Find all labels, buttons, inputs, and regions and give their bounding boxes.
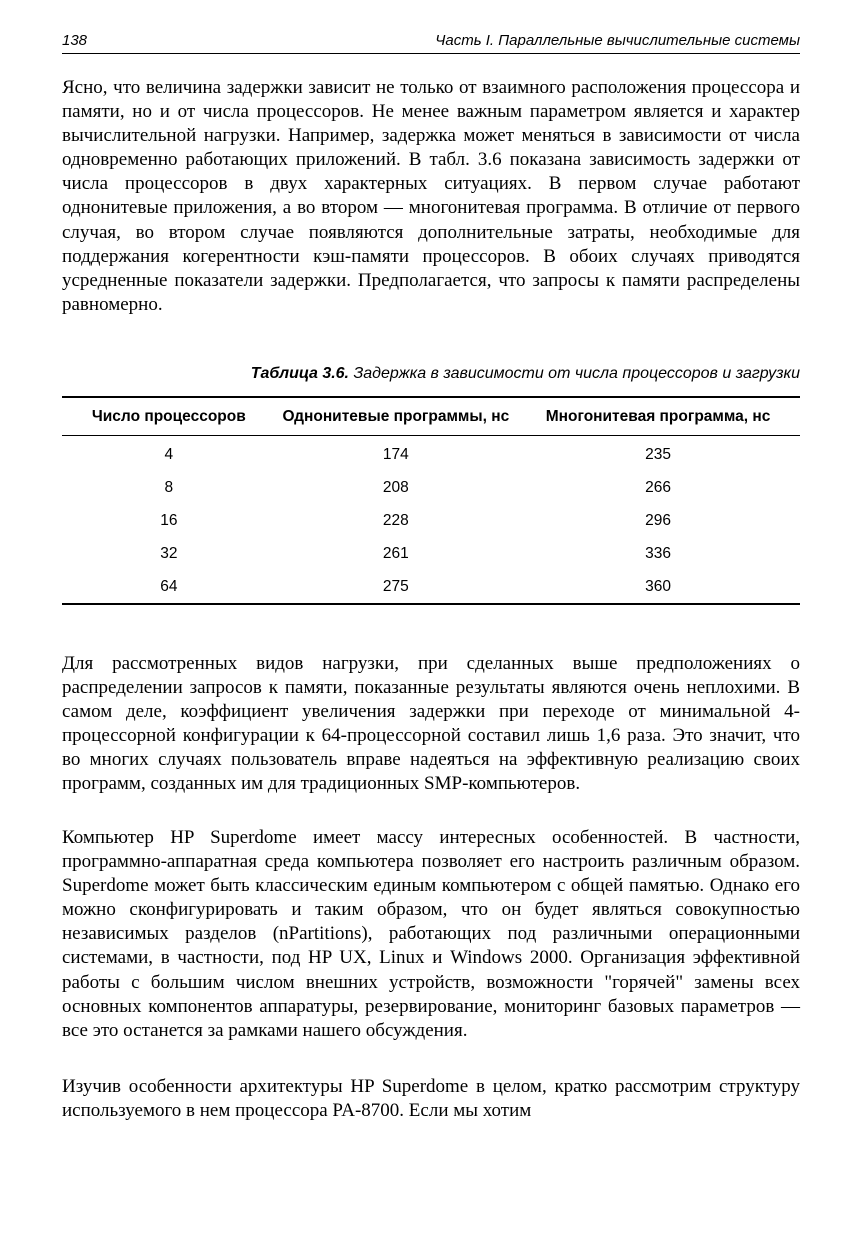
table-cell: 296 [645,511,671,529]
table-cell: 208 [382,478,409,496]
column-header-multi-thread: Многонитевая программа, нс [516,397,800,436]
table-cell: 266 [645,478,671,496]
paragraph-superdome: Компьютер HP Superdome имеет массу интересных особенностей. В частности, программно-аппаратная среда компьютера позволяет его настроить различным образом. Superdome может быть классическим единым компьютером с общей памятью. Однако его можно сконфигурировать и таким образом, что он будет являться совокупностью независимых разделов (nPartitions), работающих под различными операционными системами, в частности, под HP UX, Linux и Windows 2000. Организация эффективной работы с большим числом внешних устройств, возможности "горячей" замены всех основных компонентов аппаратуры, резервирование, мониторинг базовых параметров — все это останется за рамками нашего обсуждения. [62,827,800,1041]
table-cell: 32 [160,544,178,562]
column-header-processors: Число процессоров [62,397,276,436]
column-header-single-thread: Однонитевые программы, нс [276,397,516,436]
section-title: Часть I. Параллельные вычислительные системы [435,32,800,49]
table-caption-text: Задержка в зависимости от числа процессоров и загрузки [349,365,800,382]
table-cell: 16 [160,511,178,529]
table-row [62,537,800,570]
paragraph-intro: Ясно, что величина задержки зависит не только от взаимного расположения процессора и памяти, но и от числа процессоров. Не менее важным параметром является и характер вычислительной нагрузки. Например, задержка может меняться в зависимости от числа одновременно работающих приложений. В табл. 3.6 показана зависимость задержки от числа процессоров в двух характерных ситуациях. В первом случае работают однонитевые приложения, а во втором — многонитевая программа. В отличие от первого случая, во втором случае появляются дополнительные затраты, необходимые для поддержания когерентности кэш-памяти процессоров. В обоих случаях приводятся усредненные показатели задержки. Предполагается, что запросы к памяти распределены равномерно. [62,77,800,315]
table-row [62,436,800,472]
table-cell: 174 [382,445,409,463]
latency-table [62,396,800,605]
table-cell: 360 [645,577,671,595]
paragraph-closing: Изучив особенности архитектуры HP Superdome в целом, кратко рассмотрим структуру используемого в нем процессора PA-8700. Если мы хотим [62,1076,800,1122]
table-caption [251,365,800,383]
table-cell: 4 [164,445,174,463]
table-row [62,570,800,604]
table-cell: 275 [382,577,409,595]
table-row [62,471,800,504]
page-number: 138 [62,32,88,49]
paragraph-analysis: Для рассмотренных видов нагрузки, при сделанных выше предположениях о распределении запросов к памяти, показанные результаты являются очень неплохими. В самом деле, коэффициент увеличения задержки при переходе от минимальной 4-процессорной конфигурации к 64-процессорной составил лишь 1,6 раза. Это значит, что во многих случаях пользователь вправе надеяться на эффективную реализацию своих программ, созданных им для традиционных SMP-компьютеров. [62,653,800,795]
table-cell: 235 [645,445,671,463]
table-cell: 336 [645,544,671,562]
table-cell: 8 [164,478,174,496]
table-cell: 64 [160,577,178,595]
running-head [62,31,800,54]
table-header-row [62,397,800,436]
table-cell: 228 [382,511,409,529]
table-row [62,504,800,537]
table-cell: 261 [382,544,409,562]
table-caption-prefix: Таблица 3.6. [250,365,349,382]
